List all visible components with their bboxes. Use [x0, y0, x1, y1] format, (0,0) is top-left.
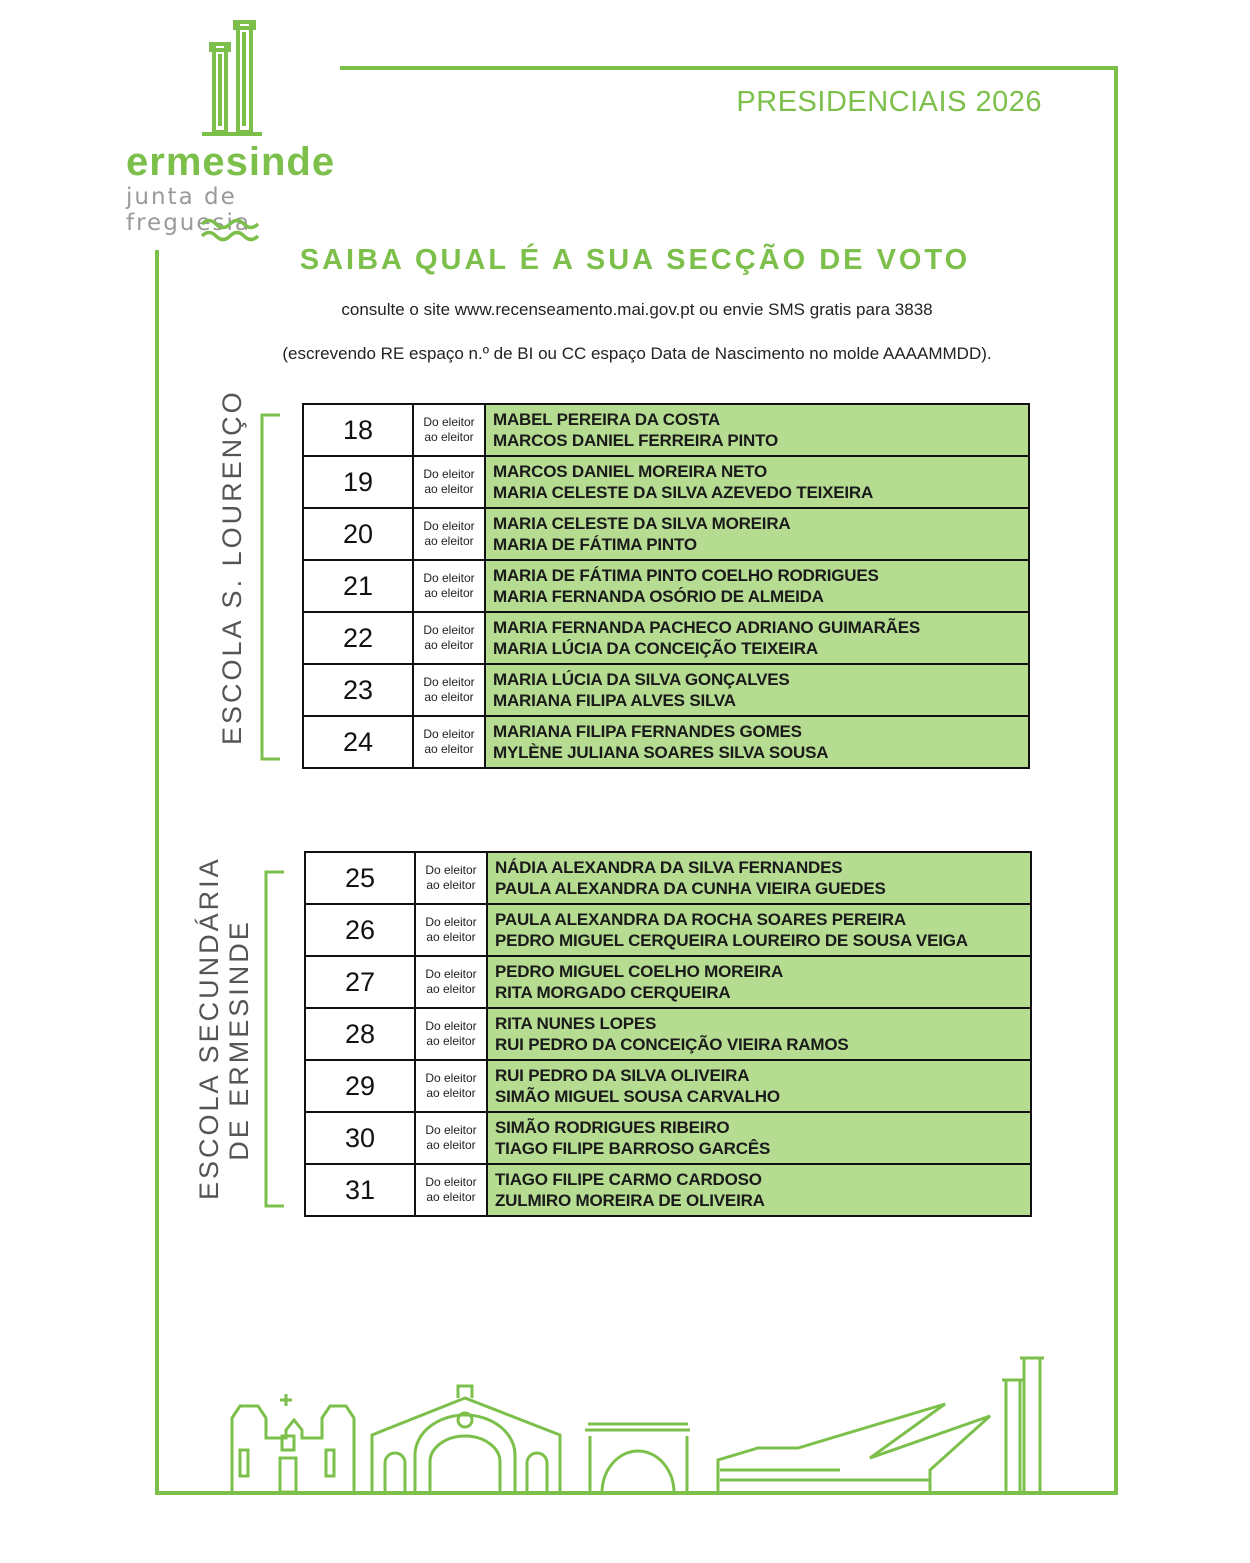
voter-from: MARIA DE FÁTIMA PINTO COELHO RODRIGUES — [493, 566, 879, 585]
voter-to: SIMÃO MIGUEL SOUSA CARVALHO — [495, 1087, 780, 1106]
range-label — [415, 1112, 487, 1164]
range-label — [415, 1008, 487, 1060]
voter-to: MARIANA FILIPA ALVES SILVA — [493, 691, 736, 710]
section-number: 19 — [303, 456, 413, 508]
section-row — [303, 456, 1029, 508]
range-label-line2: ao eleitor — [426, 878, 476, 892]
sections-body — [305, 852, 1031, 1216]
voter-to: RUI PEDRO DA CONCEIÇÃO VIEIRA RAMOS — [495, 1035, 849, 1054]
section-row — [305, 956, 1031, 1008]
range-label — [413, 560, 485, 612]
voter-from: MARIA CELESTE DA SILVA MOREIRA — [493, 514, 791, 533]
voter-from: SIMÃO RODRIGUES RIBEIRO — [495, 1118, 730, 1137]
logo-subtitle: junta de freguesia — [126, 184, 251, 236]
range-label-line2: ao eleitor — [426, 1086, 476, 1100]
section-number: 31 — [305, 1164, 415, 1216]
section-row — [303, 560, 1029, 612]
voter-from: RITA NUNES LOPES — [495, 1014, 657, 1033]
range-label-line2: ao eleitor — [424, 690, 474, 704]
range-label — [415, 852, 487, 904]
voter-to: PAULA ALEXANDRA DA CUNHA VIEIRA GUEDES — [495, 879, 886, 898]
range-label-line1: Do eleitor — [425, 1071, 477, 1085]
voter-to: MARCOS DANIEL FERREIRA PINTO — [493, 431, 778, 450]
voter-range — [485, 404, 1029, 456]
section-row — [305, 852, 1031, 904]
school-label — [194, 856, 254, 1200]
voter-from: PEDRO MIGUEL COELHO MOREIRA — [495, 962, 784, 981]
voter-to: MYLÈNE JULIANA SOARES SILVA SOUSA — [493, 743, 829, 762]
range-label-line2: ao eleitor — [426, 1190, 476, 1204]
voter-from: MARCOS DANIEL MOREIRA NETO — [493, 462, 768, 481]
section-number: 28 — [305, 1008, 415, 1060]
section-number: 18 — [303, 404, 413, 456]
section-number: 21 — [303, 560, 413, 612]
section-row — [303, 404, 1029, 456]
range-label-line1: Do eleitor — [423, 467, 475, 481]
section-number: 22 — [303, 612, 413, 664]
school-label — [217, 389, 247, 745]
voter-from: TIAGO FILIPE CARMO CARDOSO — [495, 1170, 762, 1189]
voter-range — [485, 456, 1029, 508]
range-label — [415, 1060, 487, 1112]
voter-range — [487, 1008, 1031, 1060]
voter-to: RITA MORGADO CERQUEIRA — [495, 983, 731, 1002]
range-label-line2: ao eleitor — [424, 638, 474, 652]
section-row — [303, 664, 1029, 716]
voter-range — [487, 956, 1031, 1008]
logo-name: ermesinde — [126, 140, 336, 184]
range-label-line2: ao eleitor — [426, 982, 476, 996]
voter-to: PEDRO MIGUEL CERQUEIRA LOUREIRO DE SOUSA VEIGA — [495, 931, 968, 950]
section-number: 20 — [303, 508, 413, 560]
section-number: 29 — [305, 1060, 415, 1112]
range-label-line2: ao eleitor — [424, 742, 474, 756]
range-label-line1: Do eleitor — [423, 571, 475, 585]
section-number: 25 — [305, 852, 415, 904]
election-title: PRESIDENCIAIS 2026 — [736, 86, 1042, 118]
voter-range — [487, 852, 1031, 904]
voter-from: RUI PEDRO DA SILVA OLIVEIRA — [495, 1066, 750, 1085]
range-label-line2: ao eleitor — [424, 430, 474, 444]
voter-from: PAULA ALEXANDRA DA ROCHA SOARES PEREIRA — [495, 910, 906, 929]
section-number: 23 — [303, 664, 413, 716]
voter-to: TIAGO FILIPE BARROSO GARCÊS — [495, 1139, 771, 1158]
section-row — [305, 904, 1031, 956]
range-label-line1: Do eleitor — [425, 915, 477, 929]
sections-table — [302, 403, 1030, 769]
range-label — [413, 404, 485, 456]
voter-to: MARIA DE FÁTIMA PINTO — [493, 535, 697, 554]
section-number: 30 — [305, 1112, 415, 1164]
range-label-line1: Do eleitor — [425, 1019, 477, 1033]
range-label-line1: Do eleitor — [423, 675, 475, 689]
school-name-line1: ESCOLA SECUNDÁRIA — [194, 856, 224, 1200]
school-name-line2: DE ERMESINDE — [224, 919, 254, 1161]
range-label-line2: ao eleitor — [424, 586, 474, 600]
info-line-1: consulte o site www.recenseamento.mai.gov.pt ou envie SMS gratis para 3838 — [341, 300, 933, 319]
section-row — [303, 508, 1029, 560]
voter-to: MARIA LÚCIA DA CONCEIÇÃO TEIXEIRA — [493, 639, 818, 658]
section-row — [303, 716, 1029, 768]
section-row — [305, 1112, 1031, 1164]
section-number: 27 — [305, 956, 415, 1008]
range-label — [413, 716, 485, 768]
voter-from: MARIA LÚCIA DA SILVA GONÇALVES — [493, 670, 790, 689]
range-label — [415, 1164, 487, 1216]
range-label — [413, 456, 485, 508]
range-label-line2: ao eleitor — [424, 482, 474, 496]
sections-body — [303, 404, 1029, 768]
range-label-line1: Do eleitor — [423, 623, 475, 637]
voter-from: MARIA FERNANDA PACHECO ADRIANO GUIMARÃES — [493, 618, 921, 637]
range-label-line1: Do eleitor — [425, 1175, 477, 1189]
school-name: ESCOLA S. LOURENÇO — [217, 389, 247, 745]
voter-range — [487, 1164, 1031, 1216]
section-number: 24 — [303, 716, 413, 768]
group-bracket — [258, 413, 282, 761]
logo — [126, 14, 346, 244]
range-label — [413, 612, 485, 664]
sections-table — [304, 851, 1032, 1217]
range-label — [415, 956, 487, 1008]
range-label-line1: Do eleitor — [423, 415, 475, 429]
range-label-line1: Do eleitor — [423, 519, 475, 533]
voter-range — [485, 664, 1029, 716]
voter-range — [485, 612, 1029, 664]
voter-to: ZULMIRO MOREIRA DE OLIVEIRA — [495, 1191, 765, 1210]
range-label — [413, 664, 485, 716]
voter-to: MARIA CELESTE DA SILVA AZEVEDO TEIXEIRA — [493, 483, 874, 502]
voter-range — [487, 1112, 1031, 1164]
section-row — [305, 1008, 1031, 1060]
chimneys-icon — [186, 14, 286, 139]
range-label-line1: Do eleitor — [425, 1123, 477, 1137]
voter-range — [485, 508, 1029, 560]
voter-from: NÁDIA ALEXANDRA DA SILVA FERNANDES — [495, 858, 843, 877]
page-heading: SAIBA QUAL É A SUA SECÇÃO DE VOTO — [299, 244, 971, 276]
range-label-line2: ao eleitor — [424, 534, 474, 548]
section-row — [305, 1164, 1031, 1216]
voter-range — [485, 716, 1029, 768]
voter-from: MARIANA FILIPA FERNANDES GOMES — [493, 722, 802, 741]
voter-range — [487, 1060, 1031, 1112]
range-label-line1: Do eleitor — [423, 727, 475, 741]
section-number: 26 — [305, 904, 415, 956]
range-label-line2: ao eleitor — [426, 1138, 476, 1152]
section-row — [305, 1060, 1031, 1112]
voter-to: MARIA FERNANDA OSÓRIO DE ALMEIDA — [493, 587, 824, 606]
section-row — [303, 612, 1029, 664]
skyline-illustration — [0, 1340, 1250, 1500]
range-label — [413, 508, 485, 560]
range-label-line1: Do eleitor — [425, 863, 477, 877]
range-label-line1: Do eleitor — [425, 967, 477, 981]
range-label-line2: ao eleitor — [426, 930, 476, 944]
range-label — [415, 904, 487, 956]
info-line-2: (escrevendo RE espaço n.º de BI ou CC espaço Data de Nascimento no molde AAAAMMDD). — [282, 344, 992, 363]
voter-from: MABEL PEREIRA DA COSTA — [493, 410, 721, 429]
voter-range — [487, 904, 1031, 956]
waves-icon — [198, 216, 268, 246]
voter-range — [485, 560, 1029, 612]
group-bracket — [262, 870, 286, 1208]
range-label-line2: ao eleitor — [426, 1034, 476, 1048]
